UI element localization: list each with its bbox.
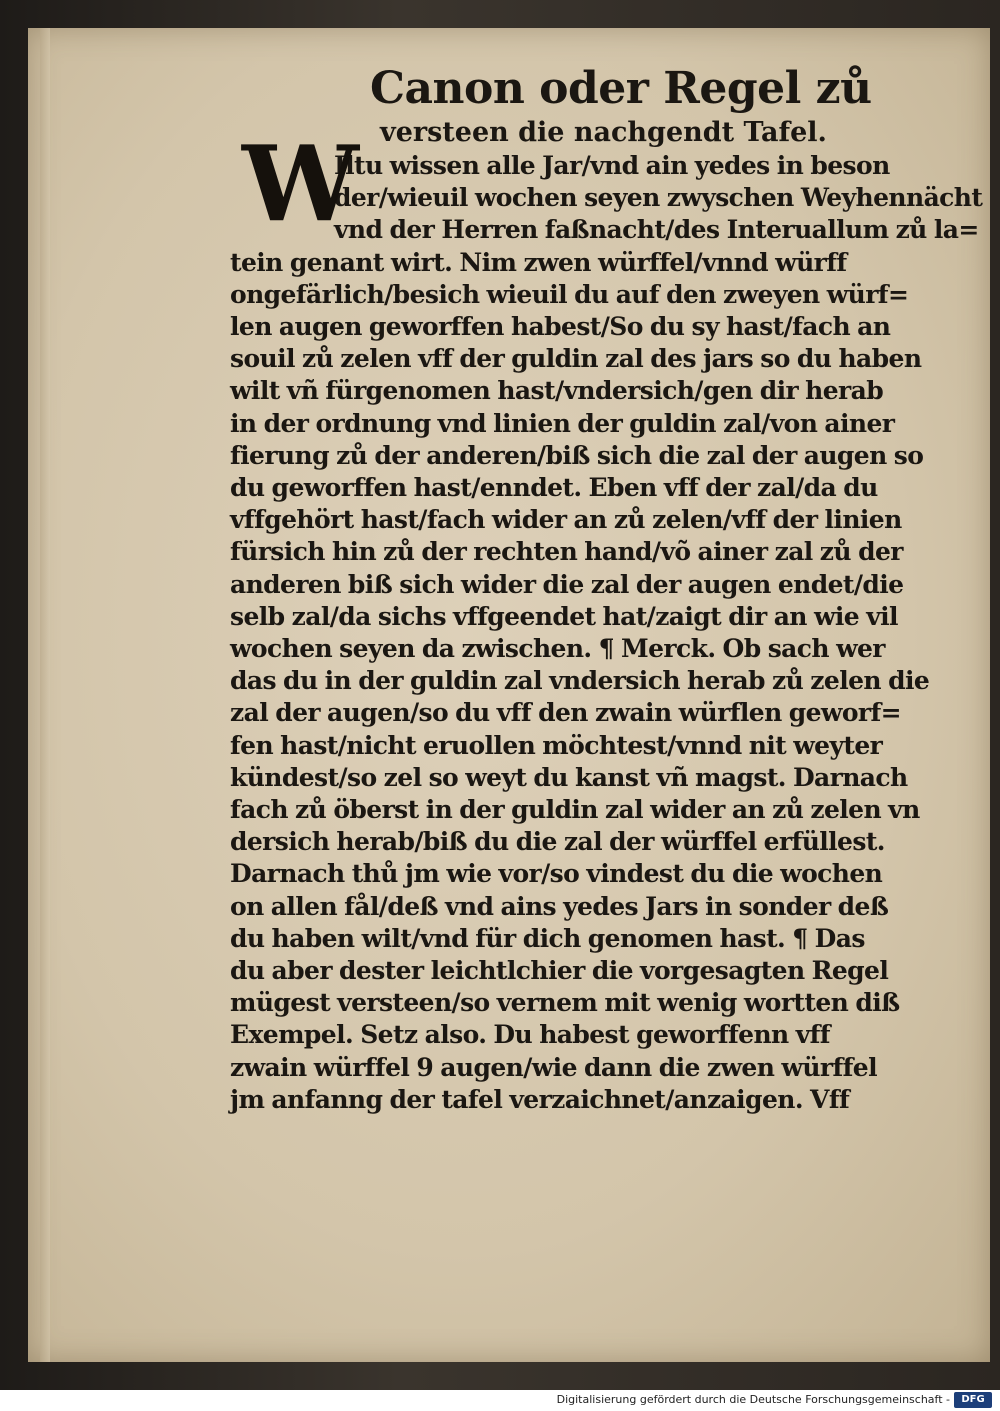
text-line: dersich herab/biß du die zal der würffel erfüllest. — [230, 827, 885, 857]
text-line: souil zů zelen vff der guldin zal des jars so du haben — [230, 344, 922, 374]
text-line: anderen biß sich wider die zal der augen endet/die — [230, 569, 904, 599]
text-line: wilt vñ fürgenomen hast/vndersich/gen dir herab — [230, 376, 884, 406]
funding-notice: Digitalisierung gefördert durch die Deutsche Forschungsgemeinschaft - — [556, 1393, 950, 1406]
text-block — [230, 60, 983, 1116]
text-line: in der ordnung vnd linien der guldin zal/von ainer — [230, 408, 895, 438]
text-line: zal der augen/so du vff den zwain würflen geworf= — [230, 698, 901, 728]
text-line: das du in der guldin zal vndersich herab zů zelen die — [230, 666, 930, 696]
text-line: on allen fål/deß vnd ains yedes Jars in sonder deß — [230, 891, 889, 921]
text-line: kündest/so zel so weyt du kanst vñ magst. Darnach — [230, 762, 908, 792]
dfg-logo-icon: DFG — [954, 1392, 992, 1408]
text-line: tein genant wirt. Nim zwen würffel/vnnd würff — [230, 247, 847, 277]
page-title: Canon oder Regel zů — [370, 63, 872, 114]
text-line: vnd der Herren faßnacht/des Interuallum zů la= — [334, 215, 979, 245]
text-line: der/wieuil wochen seyen zwyschen Weyhennächt — [334, 183, 983, 213]
text-line: fierung zů der anderen/biß sich die zal der augen so — [230, 440, 924, 470]
text-line: du aber dester leichtlchier die vorgesagten Regel — [230, 956, 889, 986]
text-line: jm anfanng der tafel verzaichnet/anzaigen. Vff — [230, 1084, 850, 1114]
text-line: fürsich hin zů der rechten hand/võ ainer zal zů der — [230, 537, 903, 567]
text-line: zwain würffel 9 augen/wie dann die zwen würffel — [230, 1052, 877, 1082]
text-line: Iltu wissen alle Jar/vnd ain yedes in beson — [334, 151, 890, 180]
text-line: fen hast/nicht eruollen möchtest/vnnd nit weyter — [230, 730, 883, 760]
text-line: Exempel. Setz also. Du habest geworffenn vff — [230, 1020, 830, 1050]
footer-bar — [0, 1390, 1000, 1411]
text-line: ongefärlich/besich wieuil du auf den zweyen würf= — [230, 279, 909, 309]
text-line: fach zů öberst in der guldin zal wider an zů zelen vn — [230, 795, 920, 825]
text-line: len augen geworffen habest/So du sy hast/fach an — [230, 312, 891, 342]
text-line: wochen seyen da zwischen. ¶ Merck. Ob sach wer — [230, 634, 885, 664]
text-line: mügest versteen/so vernem mit wenig wortten diß — [230, 988, 900, 1018]
page-edge — [40, 28, 50, 1362]
page-subtitle: versteen die nachgendt Tafel. — [380, 117, 827, 148]
text-line: du geworffen hast/enndet. Eben vff der zal/da du — [230, 473, 878, 503]
text-line: Darnach thů jm wie vor/so vindest du die wochen — [230, 859, 883, 889]
text-line: du haben wilt/vnd für dich genomen hast. ¶ Das — [230, 923, 865, 953]
drop-capital: W — [242, 122, 359, 245]
text-line: selb zal/da sichs vffgeendet hat/zaigt dir an wie vil — [230, 601, 898, 631]
text-line: vffgehört hast/fach wider an zů zelen/vff der linien — [230, 505, 902, 535]
